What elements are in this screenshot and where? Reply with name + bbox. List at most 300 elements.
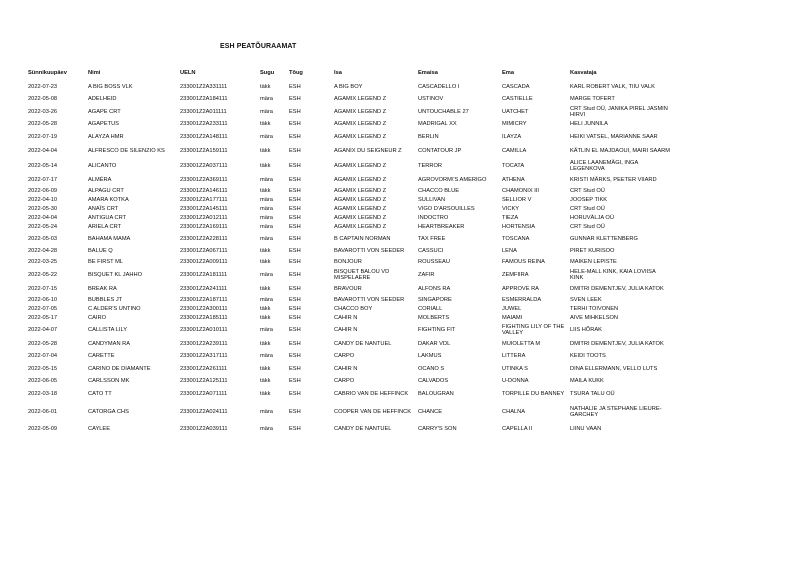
sire-cell: CABRIO VAN DE HEFFINCK <box>334 390 409 397</box>
breeder-cell: MARGE TOFERT <box>570 96 615 103</box>
dam-sire-cell: VIGO D'ARSOUILLES <box>418 206 475 213</box>
breed-cell: ESH <box>289 353 301 360</box>
birth-date-cell: 2022-07-04 <box>28 353 58 360</box>
header-row <box>28 66 670 80</box>
dam-cell: CHAMONIX III <box>502 188 539 195</box>
sire-cell: BRAVOUR <box>334 285 362 292</box>
birth-date-cell: 2022-06-10 <box>28 297 58 304</box>
dam-cell: ILAYZA <box>502 133 522 140</box>
sire-cell: AGAMIX LEGEND Z <box>334 121 387 128</box>
ueln-cell: 233001Z2A261111 <box>180 365 228 372</box>
table-row <box>28 314 670 323</box>
breeder-cell: HELE-MALL KINK, KAIA LOVIISA KINK <box>570 268 656 281</box>
breeder-cell: DINA ELLERMANN, VELLO LUTS <box>570 365 658 372</box>
dam-cell: LENA <box>502 248 517 255</box>
sire-cell: BONJOUR <box>334 259 362 266</box>
sex-cell: mära <box>260 176 273 183</box>
table-row <box>28 80 670 94</box>
sire-cell: AGAMIX LEGEND Z <box>334 197 387 204</box>
sex-cell: mära <box>260 96 273 103</box>
header-ueln: UELN <box>180 69 196 76</box>
dam-sire-cell: OCANO S <box>418 365 445 372</box>
sire-cell: BAVAROTTI VON SEEDER <box>334 248 405 255</box>
breeder-cell: GUNNAR KLETTENBERG <box>570 235 638 242</box>
breed-cell: ESH <box>289 259 301 266</box>
name-cell: CAYLEE <box>88 426 111 433</box>
table-row <box>28 246 670 257</box>
name-cell: BUBBLES JT <box>88 297 123 304</box>
breed-cell: ESH <box>289 121 301 128</box>
dam-cell: ATHENA <box>502 176 525 183</box>
breeder-cell: CRT Stud OÜ <box>570 188 605 195</box>
sex-cell: täkk <box>260 365 271 372</box>
dam-sire-cell: USTINOV <box>418 96 444 103</box>
birth-date-cell: 2022-03-26 <box>28 108 58 115</box>
name-cell: CAIRO <box>88 315 107 322</box>
table-row <box>28 187 670 196</box>
dam-cell: TIEZA <box>502 215 519 222</box>
name-cell: ARIELA CRT <box>88 224 122 231</box>
dam-sire-cell: HEARTBREAKER <box>418 224 465 231</box>
sire-cell: CAHIR N <box>334 365 358 372</box>
dam-cell: CASCADA <box>502 83 530 90</box>
birth-date-cell: 2022-05-28 <box>28 340 58 347</box>
sire-cell: BAVAROTTI VON SEEDER <box>334 297 405 304</box>
dam-sire-cell: CHACCO BLUE <box>418 188 460 195</box>
breeder-cell: TERHI TOIVONEN <box>570 306 619 313</box>
name-cell: BALUE Q <box>88 248 113 255</box>
breed-cell: ESH <box>289 215 301 222</box>
ueln-cell: 233001Z2A071111 <box>180 390 228 397</box>
sire-cell: AGAMIX LEGEND Z <box>334 215 387 222</box>
ueln-cell: 233001Z2A039111 <box>180 426 228 433</box>
name-cell: ANTIGUA CRT <box>88 215 127 222</box>
table-row <box>28 296 670 305</box>
breed-cell: ESH <box>289 197 301 204</box>
sire-cell: COOPER VAN DE HEFFINCK <box>334 408 411 415</box>
sire-cell: AGAMIX LEGEND Z <box>334 188 387 195</box>
table-body <box>28 80 670 436</box>
table-row <box>28 119 670 130</box>
dam-cell: CAMILLA <box>502 148 527 155</box>
birth-date-cell: 2022-04-07 <box>28 326 58 333</box>
name-cell: ALFRESCO DE SILENZIO KS <box>88 148 165 155</box>
breeder-cell: CRT Stud OÜ, JANIKA PIREL JASMIN HIRVI <box>570 105 668 118</box>
sex-cell: mära <box>260 108 273 115</box>
ueln-cell: 233001Z2A125111 <box>180 378 228 385</box>
dam-sire-cell: CONTATOUR JP <box>418 148 462 155</box>
name-cell: ALPAGU CRT <box>88 188 124 195</box>
dam-cell: TOCATA <box>502 162 525 169</box>
breed-cell: ESH <box>289 390 301 397</box>
table-row <box>28 173 670 187</box>
dam-cell: LITTERA <box>502 353 526 360</box>
breeder-cell: TSURA TALU OÜ <box>570 390 615 397</box>
breed-cell: ESH <box>289 297 301 304</box>
sire-cell: CARPO <box>334 353 355 360</box>
ueln-cell: 233001Z2A010111 <box>180 326 228 333</box>
dam-sire-cell: UNTOUCHABLE 27 <box>418 108 469 115</box>
sex-cell: mära <box>260 224 273 231</box>
name-cell: ALAYZA HMR <box>88 133 124 140</box>
birth-date-cell: 2022-05-28 <box>28 121 58 128</box>
sex-cell: täkk <box>260 248 271 255</box>
breed-cell: ESH <box>289 83 301 90</box>
table-row <box>28 305 670 314</box>
dam-sire-cell: SINGAPORE <box>418 297 452 304</box>
breeder-cell: CRT Stud OÜ <box>570 206 605 213</box>
ueln-cell: 233001Z2A037111 <box>180 162 228 169</box>
sex-cell: mära <box>260 326 273 333</box>
breed-cell: ESH <box>289 426 301 433</box>
sire-cell: AGAMIX LEGEND Z <box>334 133 387 140</box>
header-birth-date: Sünnikuupäev <box>28 69 67 76</box>
dam-sire-cell: MOLBERTS <box>418 315 450 322</box>
table-row <box>28 159 670 173</box>
breed-cell: ESH <box>289 96 301 103</box>
breed-cell: ESH <box>289 315 301 322</box>
dam-sire-cell: CASSUCI <box>418 248 444 255</box>
birth-date-cell: 2022-07-17 <box>28 176 58 183</box>
birth-date-cell: 2022-04-10 <box>28 197 58 204</box>
breed-cell: ESH <box>289 133 301 140</box>
sex-cell: täkk <box>260 378 271 385</box>
sire-cell: AGAMIX LEGEND Z <box>334 206 387 213</box>
breeder-cell: LIINU VAAN <box>570 426 602 433</box>
breeder-cell: SVEN LEEK <box>570 297 602 304</box>
dam-cell: CASTIELLE <box>502 96 533 103</box>
ueln-cell: 233001Z2A181111 <box>180 271 228 278</box>
sex-cell: mära <box>260 235 273 242</box>
sex-cell: täkk <box>260 315 271 322</box>
name-cell: ALMÉRA <box>88 176 112 183</box>
dam-cell: APPROVE RA <box>502 285 539 292</box>
breed-cell: ESH <box>289 188 301 195</box>
table-row <box>28 351 670 362</box>
table-row <box>28 105 670 119</box>
ueln-cell: 233001Z2A369111 <box>180 176 228 183</box>
sire-cell: AGAMIX LEGEND Z <box>334 96 387 103</box>
name-cell: AMARA KOTKA <box>88 197 129 204</box>
header-dam-sire: Emaisa <box>418 69 438 76</box>
sex-cell: täkk <box>260 259 271 266</box>
breeder-cell: JOOSEP TIKK <box>570 197 608 204</box>
header-dam: Ema <box>502 69 515 76</box>
sire-cell: CHACCO BOY <box>334 306 373 313</box>
ueln-cell: 233001Z2A239111 <box>180 340 228 347</box>
breed-cell: ESH <box>289 148 301 155</box>
dam-sire-cell: CARRY'S SON <box>418 426 457 433</box>
dam-sire-cell: FIGHTING FIT <box>418 326 456 333</box>
ueln-cell: 233001Z2A331111 <box>180 83 228 90</box>
name-cell: ADELHEID <box>88 96 117 103</box>
sire-cell: BISQUET BALOU VD MISPELAERE <box>334 268 390 281</box>
dam-cell: MUIOLETTA M <box>502 340 541 347</box>
breed-cell: ESH <box>289 248 301 255</box>
birth-date-cell: 2022-05-08 <box>28 96 58 103</box>
name-cell: BREAK RA <box>88 285 117 292</box>
breeder-cell: KARL ROBERT VALK, TIIU VALK <box>570 83 655 90</box>
sex-cell: mära <box>260 215 273 222</box>
table-row <box>28 362 670 376</box>
dam-sire-cell: INDOCTRO <box>418 215 449 222</box>
dam-sire-cell: CHANCE <box>418 408 443 415</box>
sex-cell: mära <box>260 197 273 204</box>
breed-cell: ESH <box>289 306 301 313</box>
sex-cell: mära <box>260 297 273 304</box>
ueln-cell: 233001Z2A067111 <box>180 248 228 255</box>
birth-date-cell: 2022-03-18 <box>28 390 58 397</box>
breeder-cell: HEIKI VATSEL, MARIANNE SAAR <box>570 133 658 140</box>
dam-sire-cell: TAX FREE <box>418 235 446 242</box>
table-row <box>28 337 670 351</box>
sex-cell: täkk <box>260 162 271 169</box>
dam-sire-cell: ROUSSEAU <box>418 259 450 266</box>
table-row <box>28 94 670 105</box>
dam-sire-cell: DAKAR VDL <box>418 340 451 347</box>
name-cell: A BIG BOSS VLK <box>88 83 133 90</box>
dam-sire-cell: AGROVORM\'S AMERIGO <box>418 176 487 183</box>
header-breeder: Kasvataja <box>570 69 597 76</box>
breeder-cell: MAIKEN LEPISTE <box>570 259 617 266</box>
dam-cell: ZEMFIIRA <box>502 271 529 278</box>
breed-cell: ESH <box>289 176 301 183</box>
dam-cell: VICKY <box>502 206 520 213</box>
sex-cell: täkk <box>260 148 271 155</box>
birth-date-cell: 2022-07-23 <box>28 83 58 90</box>
breed-cell: ESH <box>289 408 301 415</box>
dam-sire-cell: TERROR <box>418 162 443 169</box>
breeder-cell: KRISTI MÄRKS, PEETER VIIARD <box>570 176 657 183</box>
header-name: Nimi <box>88 69 101 76</box>
ueln-cell: 233001Z2A177111 <box>180 197 228 204</box>
breed-cell: ESH <box>289 285 301 292</box>
sire-cell: CANDY DE NANTUEL <box>334 426 392 433</box>
birth-date-cell: 2022-06-05 <box>28 378 58 385</box>
name-cell: CALLISTA LILY <box>88 326 127 333</box>
dam-cell: TOSCANA <box>502 235 530 242</box>
breeder-cell: ALICE LAANEMÄGI, INGA LEGENKOVA <box>570 159 638 172</box>
birth-date-cell: 2022-07-19 <box>28 133 58 140</box>
breed-cell: ESH <box>289 340 301 347</box>
dam-sire-cell: ZAFIR <box>418 271 435 278</box>
birth-date-cell: 2022-07-05 <box>28 306 58 313</box>
breeder-cell: PIRET KURISOO <box>570 248 615 255</box>
name-cell: CARINO DE DIAMANTE <box>88 365 151 372</box>
sex-cell: mära <box>260 133 273 140</box>
breed-cell: ESH <box>289 378 301 385</box>
sex-cell: täkk <box>260 306 271 313</box>
birth-date-cell: 2022-04-04 <box>28 215 58 222</box>
dam-cell: U-DONNA <box>502 378 529 385</box>
sex-cell: täkk <box>260 340 271 347</box>
dam-cell: MAIAMI <box>502 315 523 322</box>
table-row <box>28 323 670 337</box>
sex-cell: mära <box>260 426 273 433</box>
birth-date-cell: 2022-05-14 <box>28 162 58 169</box>
name-cell: CATO TT <box>88 390 112 397</box>
table-row <box>28 268 670 282</box>
sire-cell: CANDY DE NANTUEL <box>334 340 392 347</box>
breed-cell: ESH <box>289 206 301 213</box>
header-sex: Sugu <box>260 69 275 76</box>
birth-date-cell: 2022-04-28 <box>28 248 58 255</box>
ueln-cell: 233001Z2A145111 <box>180 206 228 213</box>
sire-cell: CARPO <box>334 378 355 385</box>
name-cell: C ALDER'S UNTINO <box>88 306 141 313</box>
birth-date-cell: 2022-05-03 <box>28 235 58 242</box>
breed-cell: ESH <box>289 365 301 372</box>
name-cell: BE FIRST ML <box>88 259 123 266</box>
sire-cell: A BIG BOY <box>334 83 363 90</box>
ueln-cell: 233001Z2A012111 <box>180 215 228 222</box>
ueln-cell: 233001Z2A011111 <box>180 108 227 115</box>
sire-cell: AGAMIX LEGEND Z <box>334 224 387 231</box>
dam-sire-cell: CASCADELLO I <box>418 83 460 90</box>
birth-date-cell: 2022-05-09 <box>28 426 58 433</box>
table-row <box>28 257 670 268</box>
sex-cell: täkk <box>260 390 271 397</box>
ueln-cell: 233001Z2A159111 <box>180 148 228 155</box>
table-row <box>28 130 670 144</box>
dam-cell: HORTENSIA <box>502 224 536 231</box>
table-row <box>28 196 670 205</box>
table-row <box>28 387 670 401</box>
table-row <box>28 423 670 436</box>
breeder-cell: KEIDI TOOTS <box>570 353 606 360</box>
birth-date-cell: 2022-03-25 <box>28 259 58 266</box>
breeder-cell: DMITRI DEMENTJEV, JULIA KATOK <box>570 285 664 292</box>
name-cell: AGAPE CRT <box>88 108 121 115</box>
breed-cell: ESH <box>289 162 301 169</box>
birth-date-cell: 2022-04-04 <box>28 148 58 155</box>
dam-cell: ESMERRALDA <box>502 297 542 304</box>
dam-cell: TORPILLE DU BANNEY <box>502 390 565 397</box>
sex-cell: täkk <box>260 121 271 128</box>
birth-date-cell: 2022-05-24 <box>28 224 58 231</box>
sex-cell: täkk <box>260 285 271 292</box>
breed-cell: ESH <box>289 224 301 231</box>
breeder-cell: HORUVÄLJA OÜ <box>570 215 614 222</box>
name-cell: BAHAMA MAMA <box>88 235 131 242</box>
dam-cell: SELLIOR V <box>502 197 532 204</box>
table-row <box>28 205 670 214</box>
sex-cell: mära <box>260 353 273 360</box>
sex-cell: mära <box>260 271 273 278</box>
dam-sire-cell: CORIALL <box>418 306 443 313</box>
name-cell: AGAPETUS <box>88 121 119 128</box>
dam-cell: MIMICRY <box>502 121 527 128</box>
birth-date-cell: 2022-05-15 <box>28 365 58 372</box>
dam-sire-cell: BERLIN <box>418 133 439 140</box>
sire-cell: B CAPTAIN NORMAN <box>334 235 391 242</box>
dam-cell: JUWEL <box>502 306 522 313</box>
name-cell: ANAÏS CRT <box>88 206 119 213</box>
dam-sire-cell: SULLIVAN <box>418 197 446 204</box>
name-cell: CARLSSON MK <box>88 378 130 385</box>
sire-cell: AGANIX DU SEIGNEUR Z <box>334 148 402 155</box>
sire-cell: AGAMIX LEGEND Z <box>334 176 387 183</box>
sex-cell: mära <box>260 408 273 415</box>
table-row <box>28 401 670 423</box>
header-breed: Tõug <box>289 69 303 76</box>
ueln-cell: 233001Z2A169111 <box>180 224 228 231</box>
dam-cell: FAMOUS REINA <box>502 259 545 266</box>
ueln-cell: 233001Z2A009111 <box>180 259 228 266</box>
dam-sire-cell: CALVADOS <box>418 378 449 385</box>
dam-sire-cell: BALOUGRAN <box>418 390 454 397</box>
breed-cell: ESH <box>289 108 301 115</box>
ueln-cell: 233001Z2A148111 <box>180 133 228 140</box>
birth-date-cell: 2022-07-15 <box>28 285 58 292</box>
birth-date-cell: 2022-05-17 <box>28 315 58 322</box>
breed-cell: ESH <box>289 235 301 242</box>
sire-cell: CAHIR N <box>334 315 358 322</box>
document-title: ESH PEATÕURAAMAT <box>220 43 297 50</box>
table-row <box>28 376 670 387</box>
header-sire: Isa <box>334 69 342 76</box>
sex-cell: täkk <box>260 83 271 90</box>
ueln-cell: 233001Z2A233111 <box>180 121 228 128</box>
dam-cell: UATCHET <box>502 108 529 115</box>
dam-sire-cell: MADRIGAL XX <box>418 121 457 128</box>
ueln-cell: 233001Z2A184111 <box>180 96 228 103</box>
sex-cell: mära <box>260 206 273 213</box>
breeder-cell: CRT Stud OÜ <box>570 224 605 231</box>
breeder-cell: KÄTLIN EL MAJDAOUI, MAIRI SAARM <box>570 148 670 155</box>
birth-date-cell: 2022-06-09 <box>28 188 58 195</box>
sire-cell: AGAMIX LEGEND Z <box>334 162 387 169</box>
breeder-cell: MAILA KUKK <box>570 378 604 385</box>
ueln-cell: 233001Z2A228111 <box>180 235 228 242</box>
sire-cell: CAHIR N <box>334 326 358 333</box>
name-cell: BISQUET KL JAHHO <box>88 271 143 278</box>
breed-cell: ESH <box>289 271 301 278</box>
ueln-cell: 233001Z2A187111 <box>180 297 228 304</box>
birth-date-cell: 2022-05-22 <box>28 271 58 278</box>
dam-sire-cell: LAKMUS <box>418 353 442 360</box>
name-cell: CATORGA CHS <box>88 408 129 415</box>
dam-cell: CAPELLA II <box>502 426 533 433</box>
ueln-cell: 233001Z2A241111 <box>180 285 228 292</box>
stud-book-table <box>28 66 670 436</box>
breeder-cell: LIIS HÕRAK <box>570 326 602 333</box>
name-cell: CANDYMAN RA <box>88 340 131 347</box>
breed-cell: ESH <box>289 326 301 333</box>
ueln-cell: 233001Z2A300111 <box>180 306 228 313</box>
table-row <box>28 232 670 246</box>
ueln-cell: 233001Z2A146111 <box>180 188 228 195</box>
breeder-cell: DMITRI DEMENTJEV, JULIA KATOK <box>570 340 664 347</box>
dam-cell: UTINKA S <box>502 365 528 372</box>
table-row <box>28 223 670 232</box>
table-row <box>28 214 670 223</box>
breeder-cell: HELI JUNNILA <box>570 121 608 128</box>
sire-cell: AGAMIX LEGEND Z <box>334 108 387 115</box>
name-cell: ALICANTO <box>88 162 117 169</box>
table-row <box>28 282 670 296</box>
table-row <box>28 144 670 159</box>
sex-cell: täkk <box>260 188 271 195</box>
birth-date-cell: 2022-06-01 <box>28 408 58 415</box>
ueln-cell: 233001Z2A185111 <box>180 315 228 322</box>
dam-cell: FIGHTING LILY OF THE VALLEY <box>502 323 565 336</box>
dam-cell: CHALNA <box>502 408 526 415</box>
birth-date-cell: 2022-05-30 <box>28 206 58 213</box>
breeder-cell: NATHALIE JA STEPHANE LIEURE-GARCHEY <box>570 405 662 418</box>
name-cell: CARETTE <box>88 353 115 360</box>
ueln-cell: 233001Z2A024111 <box>180 408 228 415</box>
